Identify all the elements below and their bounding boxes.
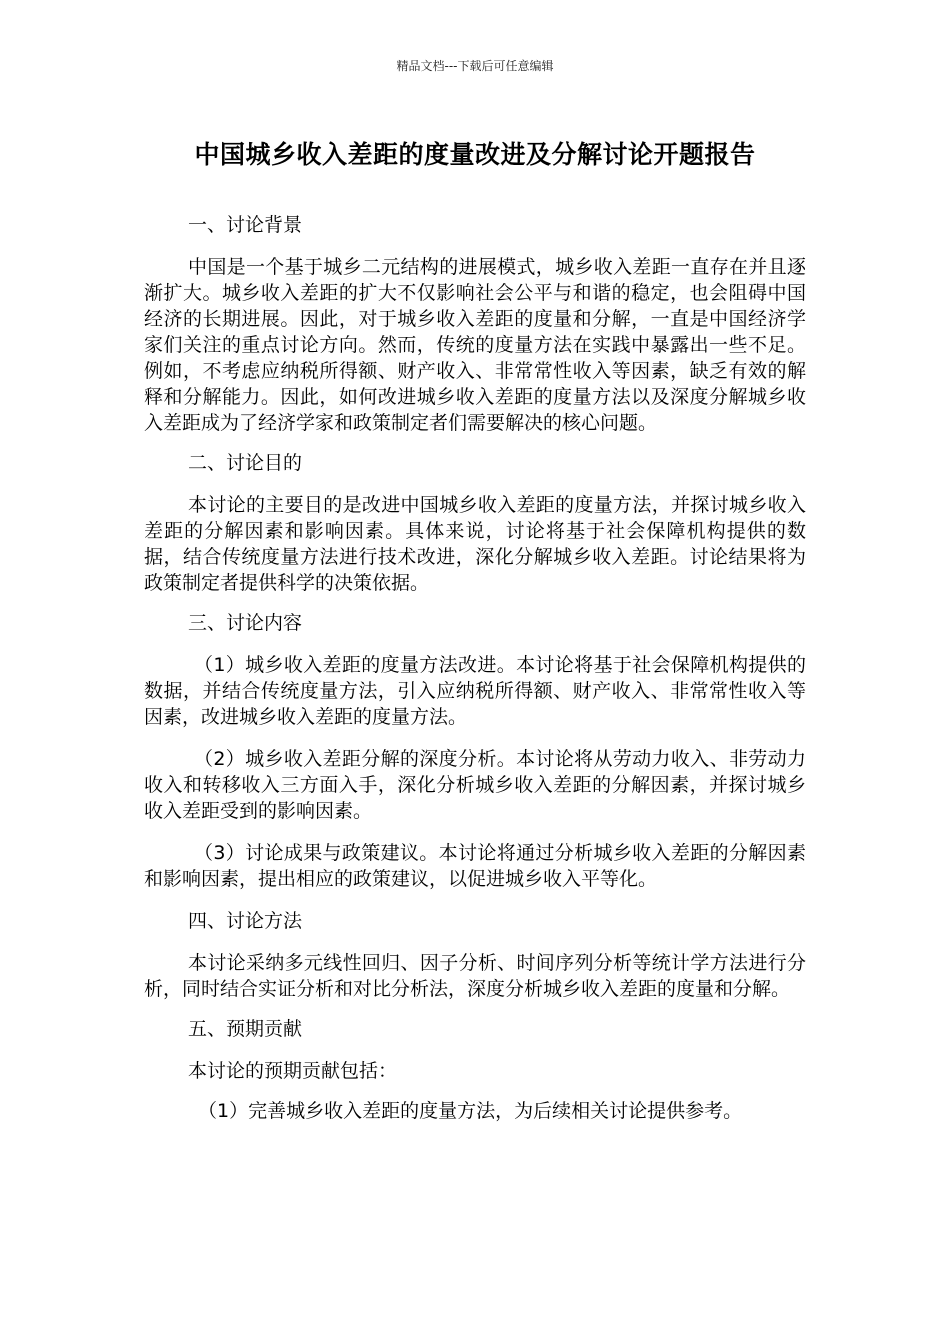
section-heading-contribution: 五、预期贡献 [188,1018,303,1040]
contribution-item: （1）完善城乡收入差距的度量方法，为后续相关讨论提供参考。 [198,1100,743,1122]
section-heading-purpose: 二、讨论目的 [188,452,303,474]
document-title: 中国城乡收入差距的度量改进及分解讨论开题报告 [194,140,756,169]
contribution-intro: 本讨论的预期贡献包括： [188,1060,398,1082]
document-body [144,212,806,1124]
section-heading-background: 一、讨论背景 [188,214,303,236]
content-item: （3）讨论成果与政策建议。本讨论将通过分析城乡收入差距的分解因素和影响因素，提出相应的政策建议，以促进城乡收入平等化。 [144,842,806,890]
section-body-purpose: 本讨论的主要目的是改进中国城乡收入差距的度量方法，并探讨城乡收入差距的分解因素和影响因素。具体来说，讨论将基于社会保障机构提供的数据，结合传统度量方法进行技术改进，深化分解城乡收入差距。讨论结果将为政策制定者提供科学的决策依据。 [144,494,806,594]
section-heading-content: 三、讨论内容 [188,612,303,634]
section-body-background: 中国是一个基于城乡二元结构的进展模式，城乡收入差距一直存在并且逐渐扩大。城乡收入差距的扩大不仅影响社会公平与和谐的稳定，也会阻碍中国经济的长期进展。因此，对于城乡收入差距的度量和分解，一直是中国经济学家们关注的重点讨论方向。然而，传统的度量方法在实践中暴露出一些不足。例如，不考虑应纳税所得额、财产收入、非常常性收入等因素，缺乏有效的解释和分解能力。因此，如何改进城乡收入差距的度量方法以及深度分解城乡收入差距成为了经济学家和政策制定者们需要解决的核心问题。 [144,256,806,434]
header-note: 精品文档---下载后可任意编辑 [396,59,554,73]
section-heading-method: 四、讨论方法 [188,910,303,932]
section-body-method: 本讨论采纳多元线性回归、因子分析、时间序列分析等统计学方法进行分析，同时结合实证分析和对比分析法，深度分析城乡收入差距的度量和分解。 [144,952,806,1000]
content-item: （2）城乡收入差距分解的深度分析。本讨论将从劳动力收入、非劳动力收入和转移收入三方面入手，深化分析城乡收入差距的分解因素，并探讨城乡收入差距受到的影响因素。 [144,748,806,822]
content-item: （1）城乡收入差距的度量方法改进。本讨论将基于社会保障机构提供的数据，并结合传统度量方法，引入应纳税所得额、财产收入、非常常性收入等因素，改进城乡收入差距的度量方法。 [144,654,806,728]
